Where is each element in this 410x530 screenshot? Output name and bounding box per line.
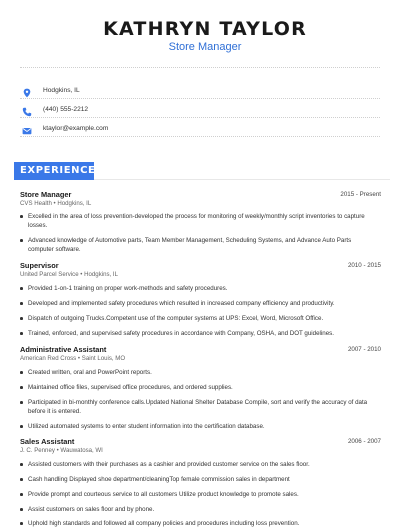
bullet-dot xyxy=(20,302,23,305)
job-company: CVS Health xyxy=(20,200,52,207)
job-bullet xyxy=(20,314,370,323)
job-role: Store Manager xyxy=(168,41,242,53)
header-divider xyxy=(20,67,380,68)
contact-divider xyxy=(20,98,380,99)
contact-divider xyxy=(20,117,380,118)
section-heading-rule xyxy=(94,179,390,180)
job-bullet-text: Maintained office files, supervised office procedures, and ordered supplies. xyxy=(28,384,233,391)
contact-location-text: Hodgkins, IL xyxy=(43,86,80,94)
bullet-dot xyxy=(20,332,23,335)
bullet-dot xyxy=(20,508,23,511)
job-bullet-text: Utilized automated systems to enter student information into the certification database. xyxy=(28,423,265,430)
bullet-dot xyxy=(20,425,23,428)
job-title: Administrative Assistant xyxy=(20,345,107,354)
contact-divider xyxy=(20,136,380,137)
job-bullet xyxy=(20,519,370,528)
phone-icon xyxy=(22,104,32,114)
job-bullet-text: Provide prompt and courteous service to all customers Utilize product knowledge to promote sales. xyxy=(28,491,299,498)
job-bullet xyxy=(20,329,370,338)
job-bullet xyxy=(20,212,370,230)
job-company-line: American Red Cross • Saint Louis, MO xyxy=(20,355,126,362)
bullet-dot xyxy=(20,463,23,466)
job-dates: 2007 - 2010 xyxy=(347,346,381,353)
job-company: American Red Cross xyxy=(20,355,77,362)
job-bullet xyxy=(20,490,370,499)
job-dates: 2006 - 2007 xyxy=(347,438,381,445)
bullet-dot xyxy=(20,493,23,496)
job-bullet-text: Developed and implemented safety procedures which resulted in increased company efficiency and productivity. xyxy=(28,300,335,307)
job-title: Supervisor xyxy=(20,261,59,270)
section-heading-label: EXPERIENCE xyxy=(20,165,96,176)
job-company-line: CVS Health • Hodgkins, IL xyxy=(20,200,92,207)
bullet-dot xyxy=(20,371,23,374)
job-bullet xyxy=(20,460,370,469)
bullet-dot xyxy=(20,386,23,389)
bullet-dot xyxy=(20,215,23,218)
job-dates: 2010 - 2015 xyxy=(347,262,381,269)
job-bullet xyxy=(20,299,370,308)
job-bullet xyxy=(20,475,370,484)
job-bullet-text: Uphold high standards and followed all company policies and procedures including loss prevention. xyxy=(28,520,300,527)
job-location: Saint Louis, MO xyxy=(81,355,126,362)
job-title: Store Manager xyxy=(20,190,72,199)
job-bullet-text: Provided 1-on-1 training on proper work-methods and safety procedures. xyxy=(28,285,228,292)
job-company-line: United Parcel Service • Hodgkins, IL xyxy=(20,271,118,278)
bullet-dot xyxy=(20,401,23,404)
job-bullet xyxy=(20,368,370,377)
job-bullet-text: Assisted customers with their purchases as a cashier and provided customer service on the sales floor. xyxy=(28,461,310,468)
contact-location xyxy=(22,83,80,97)
job-bullet-text: Dispatch of outgoing Trucks.Competent use of the computer systems at UPS: Excel, Word, Microsoft Office. xyxy=(28,315,324,322)
candidate-name: KATHRYN TAYLOR xyxy=(103,18,307,40)
bullet-dot xyxy=(20,287,23,290)
job-company: J. C. Penney xyxy=(20,447,55,454)
job-bullet-text: Created written, oral and PowerPoint reports. xyxy=(28,369,152,376)
job-dates: 2015 - Present xyxy=(340,191,381,198)
bullet-dot xyxy=(20,522,23,525)
job-bullet xyxy=(20,422,370,431)
job-location: Hodgkins, IL xyxy=(57,200,92,207)
section-heading-experience xyxy=(14,162,94,180)
job-bullet-text: Excelled in the area of loss prevention-developed the process for monitoring of weekly/monthly script inventories to capture losses. xyxy=(28,213,365,229)
job-company-line: J. C. Penney • Wauwatosa, WI xyxy=(20,447,103,454)
location-pin-icon xyxy=(22,85,32,95)
job-bullet xyxy=(20,383,370,392)
job-bullet-text: Advanced knowledge of Automotive parts, Team Member Management, Scheduling Systems, and Advance Auto Parts computer software. xyxy=(28,237,352,253)
job-bullet-text: Participated in bi-monthly conference calls.Updated National Shelter Database Compile, sort and verify the accuracy of data before it is entered. xyxy=(28,399,368,415)
job-location: Hodgkins, IL xyxy=(84,271,118,278)
job-company: United Parcel Service xyxy=(20,271,79,278)
job-bullet xyxy=(20,398,370,416)
bullet-dot xyxy=(20,317,23,320)
job-bullet-text: Trained, enforced, and supervised safety procedures in accordance with Company, OSHA, and DOT guidelines. xyxy=(28,330,334,337)
job-bullet xyxy=(20,284,370,293)
contact-phone xyxy=(22,102,88,116)
job-bullet-text: Cash handling Displayed shoe department/cleaningTop female commission sales in department xyxy=(28,476,290,483)
bullet-dot xyxy=(20,478,23,481)
job-bullet xyxy=(20,505,370,514)
job-location: Wauwatosa, WI xyxy=(60,447,103,454)
job-bullet-text: Assist customers on sales floor and by phone. xyxy=(28,506,155,513)
envelope-icon xyxy=(22,123,32,133)
job-title: Sales Assistant xyxy=(20,437,75,446)
bullet-dot xyxy=(20,239,23,242)
contact-email-text: ktaylor@example.com xyxy=(43,124,109,132)
contact-email xyxy=(22,121,108,135)
contact-phone-text: (440) 555-2212 xyxy=(43,105,89,113)
job-bullet xyxy=(20,236,370,254)
